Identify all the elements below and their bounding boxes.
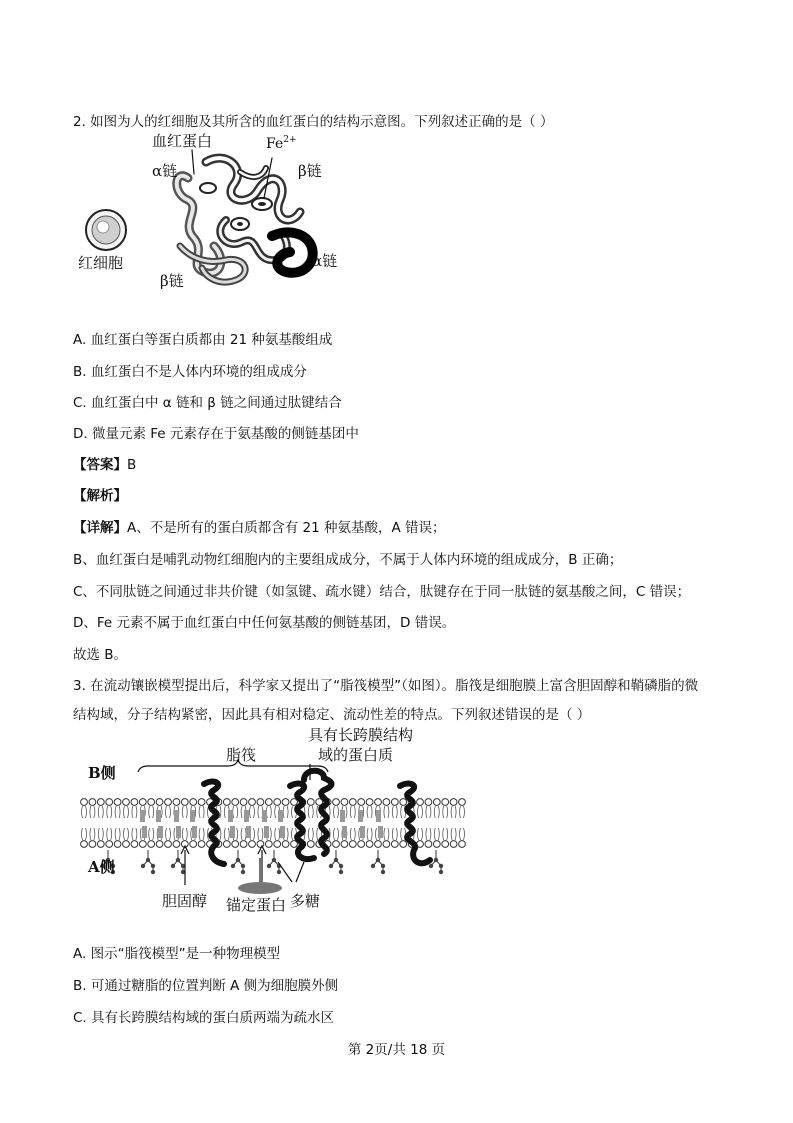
lipid-tail	[82, 806, 87, 818]
sugar-unit	[371, 864, 375, 868]
lipid-tail	[90, 806, 95, 818]
lipid-head	[459, 799, 466, 806]
lipid-tail	[132, 828, 137, 840]
q2-option-c: C. 血红蛋白中 α 链和 β 链之间通过肽键结合	[73, 395, 342, 411]
lipid-tail	[308, 828, 313, 840]
lipid-head	[173, 841, 180, 848]
lipid-head	[148, 841, 155, 848]
lipid-tail	[334, 806, 339, 818]
lipid-tail	[392, 828, 397, 840]
cholesterol-block	[376, 810, 381, 822]
red-blood-cell-illustration	[86, 210, 126, 250]
lipid-tail	[182, 806, 187, 818]
lipid-tail	[426, 828, 431, 840]
lipid-head	[165, 841, 172, 848]
lipid-head	[400, 841, 407, 848]
lipid-head	[366, 799, 373, 806]
lipid-head	[249, 841, 256, 848]
lipid-head	[131, 799, 138, 806]
lipid-head	[232, 799, 239, 806]
lipid-head	[106, 841, 113, 848]
lipid-tail	[107, 828, 112, 840]
sugar-unit	[176, 858, 180, 862]
cholesterol-block	[358, 810, 363, 822]
lipid-head	[282, 799, 289, 806]
lipid-head	[450, 841, 457, 848]
lipid-tail	[241, 828, 246, 840]
sugar-unit	[439, 870, 443, 874]
q3-option-c: C. 具有长跨膜结构域的蛋白质两端为疏水区	[73, 1010, 335, 1026]
lipid-tail	[350, 806, 355, 818]
sugar-unit	[241, 870, 245, 874]
sugar-unit	[339, 864, 343, 868]
lipid-tail	[367, 806, 372, 818]
q2-option-a: A. 血红蛋白等蛋白质都由 21 种氨基酸组成	[73, 332, 333, 348]
lipid-tail	[350, 828, 355, 840]
lipid-head	[265, 841, 272, 848]
label-beta-chain-bottom: β链	[160, 272, 184, 290]
lipid-head	[265, 799, 272, 806]
lipid-tail	[107, 806, 112, 818]
sugar-unit	[171, 864, 175, 868]
hemoglobin-structure-illustration	[177, 150, 313, 282]
label-alpha-chain-top: α链	[152, 162, 178, 180]
q3-stem-line2: 结构域，分子结构紧密，因此具有相对稳定、流动性差的特点。下列叙述错误的是（ ）	[73, 707, 591, 723]
q2-answer	[73, 455, 136, 475]
detail-line-a	[73, 518, 446, 538]
sugar-unit	[381, 870, 385, 874]
sugar-unit	[146, 858, 150, 862]
cholesterol-block	[280, 826, 285, 838]
lipid-head	[307, 799, 314, 806]
lipid-tail	[443, 828, 448, 840]
lipid-tail	[460, 828, 465, 840]
label-cholesterol: 胆固醇	[162, 892, 208, 910]
cholesterol-block	[158, 826, 163, 838]
lipid-head	[425, 799, 432, 806]
sugar-unit	[439, 864, 443, 868]
q3-option-a: A. 图示“脂筏模型”是一种物理模型	[73, 946, 281, 962]
lipid-head	[358, 841, 365, 848]
lipid-head	[383, 841, 390, 848]
cholesterol-block	[192, 826, 197, 838]
lipid-head	[190, 799, 197, 806]
sugar-unit	[267, 864, 271, 868]
lipid-head	[114, 841, 121, 848]
lipid-raft-figure	[78, 722, 468, 922]
cholesterol-block	[264, 826, 269, 838]
sugar-unit	[381, 864, 385, 868]
lipid-tail	[82, 828, 87, 840]
detail-line-b: B、血红蛋白是哺乳动物红细胞内的主要组成成分，不属于人体内环境的组成成分，B 正确；	[73, 552, 623, 568]
lipid-head	[97, 841, 104, 848]
cholesterol-block	[176, 826, 181, 838]
detail-text-a: A、不是所有的蛋白质都含有 21 种氨基酸，A 错误；	[127, 520, 446, 536]
sugar-unit	[231, 864, 235, 868]
lipid-head	[274, 841, 281, 848]
cholesterol-block	[228, 810, 233, 822]
lipid-tail	[124, 806, 129, 818]
lipid-head	[249, 799, 256, 806]
lipid-tail	[224, 828, 229, 840]
lipid-head	[81, 841, 88, 848]
lipid-head	[307, 841, 314, 848]
lipid-head	[257, 799, 264, 806]
lipid-tail	[426, 806, 431, 818]
lipid-head	[375, 841, 382, 848]
sugar-unit	[329, 864, 333, 868]
lipid-tail	[166, 806, 171, 818]
lipid-head	[114, 799, 121, 806]
lipid-head	[240, 799, 247, 806]
lipid-head	[333, 799, 340, 806]
label-polysaccharide: 多糖	[290, 892, 321, 910]
lipid-tail	[443, 806, 448, 818]
lipid-head	[341, 799, 348, 806]
lipid-tail	[434, 806, 439, 818]
cholesterol-block	[174, 810, 179, 822]
answer-value: B	[127, 457, 137, 473]
lipid-tail	[115, 806, 120, 818]
lipid-tail	[460, 806, 465, 818]
lipid-tail	[384, 806, 389, 818]
lipid-head	[198, 841, 205, 848]
q2-option-d: D. 微量元素 Fe 元素存在于氨基酸的侧链基团中	[73, 426, 359, 442]
label-hemoglobin: 血红蛋白	[152, 132, 213, 150]
sugar-unit	[141, 864, 145, 868]
sugar-unit	[272, 858, 276, 862]
lipid-tail	[250, 806, 255, 818]
lipid-head	[358, 799, 365, 806]
lipid-tail	[275, 828, 280, 840]
lipid-tail	[199, 806, 204, 818]
sugar-chains	[101, 850, 443, 874]
cholesterol-block	[142, 826, 147, 838]
sugar-unit	[277, 870, 281, 874]
lipid-head	[123, 799, 130, 806]
lipid-head	[349, 841, 356, 848]
lipid-tail	[451, 828, 456, 840]
sugar-unit	[339, 870, 343, 874]
lipid-head	[417, 799, 424, 806]
lipid-tail	[98, 828, 103, 840]
lipid-head	[223, 799, 230, 806]
sugar-unit	[241, 864, 245, 868]
answer-tag: 【答案】	[73, 457, 127, 473]
lipid-tail	[266, 806, 271, 818]
transmembrane-protein-far-right	[400, 784, 430, 864]
lipid-tail	[115, 828, 120, 840]
lipid-head	[282, 841, 289, 848]
cholesterol-block	[246, 826, 251, 838]
label-transmembrane-protein-1: 具有长跨膜结构	[308, 726, 414, 744]
lipid-head	[139, 841, 146, 848]
lipid-tail	[392, 806, 397, 818]
lipid-head	[156, 841, 163, 848]
lipid-tail	[308, 806, 313, 818]
label-fe-ion: $Fe^{2+}$	[266, 135, 297, 152]
anchor-protein-shape	[238, 882, 282, 894]
sugar-unit	[434, 858, 438, 862]
cholesterol-block	[342, 826, 347, 838]
lipid-tail	[367, 828, 372, 840]
detail-line-d: D、Fe 元素不属于血红蛋白中任何氨基酸的侧链基团，D 错误。	[73, 615, 456, 631]
lipid-tail	[418, 828, 423, 840]
detail-line-c: C、不同肽链之间通过非共价键（如氢键、疏水键）结合，肽键存在于同一肽链的氨基酸之间，C 错误；	[73, 584, 691, 600]
lipid-head	[106, 799, 113, 806]
lipid-head	[190, 841, 197, 848]
sugar-unit	[236, 858, 240, 862]
lipid-head	[123, 841, 130, 848]
label-alpha-chain-bottom: α链	[312, 252, 338, 270]
lipid-head	[375, 799, 382, 806]
label-transmembrane-protein-2: 域的蛋白质	[318, 746, 394, 764]
q2-stem: 2. 如图为人的红细胞及其所含的血红蛋白的结构示意图。下列叙述正确的是（ ）	[73, 114, 554, 130]
lipid-head	[425, 841, 432, 848]
lipid-head	[173, 799, 180, 806]
lipid-tail	[132, 806, 137, 818]
cholesterol-block	[262, 810, 267, 822]
lipid-tail	[166, 828, 171, 840]
lipid-head	[333, 841, 340, 848]
label-lipid-raft: 脂筏	[226, 746, 257, 764]
lipid-head	[148, 799, 155, 806]
lipid-tail	[283, 806, 288, 818]
lipid-tail	[124, 828, 129, 840]
cholesterol-block	[378, 826, 383, 838]
lipid-head	[240, 841, 247, 848]
sugar-unit	[376, 858, 380, 862]
lipid-head	[274, 799, 281, 806]
lipid-head	[97, 799, 104, 806]
label-beta-chain-top: β链	[298, 162, 322, 180]
cholesterol-block	[156, 810, 161, 822]
lipid-head	[433, 799, 440, 806]
lipid-head	[349, 799, 356, 806]
lipid-head	[156, 799, 163, 806]
lipid-tail	[90, 828, 95, 840]
cholesterol-block	[140, 810, 145, 822]
q2-option-b: B. 血红蛋白不是人体内环境的组成成分	[73, 364, 307, 380]
lipid-head	[383, 799, 390, 806]
cholesterol-block	[190, 810, 195, 822]
lipid-tail	[98, 806, 103, 818]
lipid-tail	[182, 828, 187, 840]
cholesterol-block	[278, 810, 283, 822]
lipid-head	[165, 799, 172, 806]
lipid-head	[223, 841, 230, 848]
cholesterol-block	[230, 826, 235, 838]
lipid-head	[450, 799, 457, 806]
lipid-head	[198, 799, 205, 806]
lipid-tail	[149, 828, 154, 840]
q3-option-b: B. 可通过糖脂的位置判断 A 侧为细胞膜外侧	[73, 978, 339, 994]
lipid-tail	[334, 828, 339, 840]
cholesterol-block	[244, 810, 249, 822]
detail-tag: 【详解】	[73, 520, 127, 536]
sugar-unit	[429, 864, 433, 868]
lipid-tail	[199, 828, 204, 840]
lipid-tail	[233, 806, 238, 818]
page-footer: 第 2页/共 18 页	[347, 1042, 446, 1058]
q3-stem-line1: 3. 在流动镶嵌模型提出后，科学家又提出了“脂筏模型”（如图）。脂筏是细胞膜上富含胆固醇和鞘磷脂的微	[73, 678, 699, 694]
lipid-head	[89, 841, 96, 848]
lipid-head	[391, 841, 398, 848]
lipid-tail	[434, 828, 439, 840]
hemoglobin-figure	[76, 128, 366, 298]
lipid-tail	[418, 806, 423, 818]
cholesterol-block	[340, 810, 345, 822]
analysis-tag: 【解析】	[73, 488, 127, 504]
lipid-head	[459, 841, 466, 848]
lipid-head	[400, 799, 407, 806]
lipid-head	[89, 799, 96, 806]
q2-conclusion: 故选 B。	[73, 647, 128, 663]
lipid-head	[341, 841, 348, 848]
transmembrane-protein-left	[204, 782, 224, 864]
lipid-head	[139, 799, 146, 806]
lipid-tail	[149, 806, 154, 818]
sugar-unit	[334, 858, 338, 862]
lipid-tail	[258, 828, 263, 840]
label-a-side: A侧	[88, 858, 115, 876]
lipid-head	[81, 799, 88, 806]
lipid-head	[131, 841, 138, 848]
label-anchor-protein: 锚定蛋白	[226, 896, 287, 914]
sugar-unit	[151, 864, 155, 868]
lipid-head	[232, 841, 239, 848]
lipid-tail	[451, 806, 456, 818]
label-red-blood-cell: 红细胞	[78, 254, 124, 272]
sugar-unit	[151, 870, 155, 874]
lipid-head	[391, 799, 398, 806]
lipid-head	[442, 841, 449, 848]
lipid-head	[366, 841, 373, 848]
cholesterol-block	[360, 826, 365, 838]
lipid-head	[181, 799, 188, 806]
label-b-side: B侧	[88, 764, 116, 782]
lipid-head	[442, 799, 449, 806]
lipid-tail	[384, 828, 389, 840]
lipid-head	[433, 841, 440, 848]
